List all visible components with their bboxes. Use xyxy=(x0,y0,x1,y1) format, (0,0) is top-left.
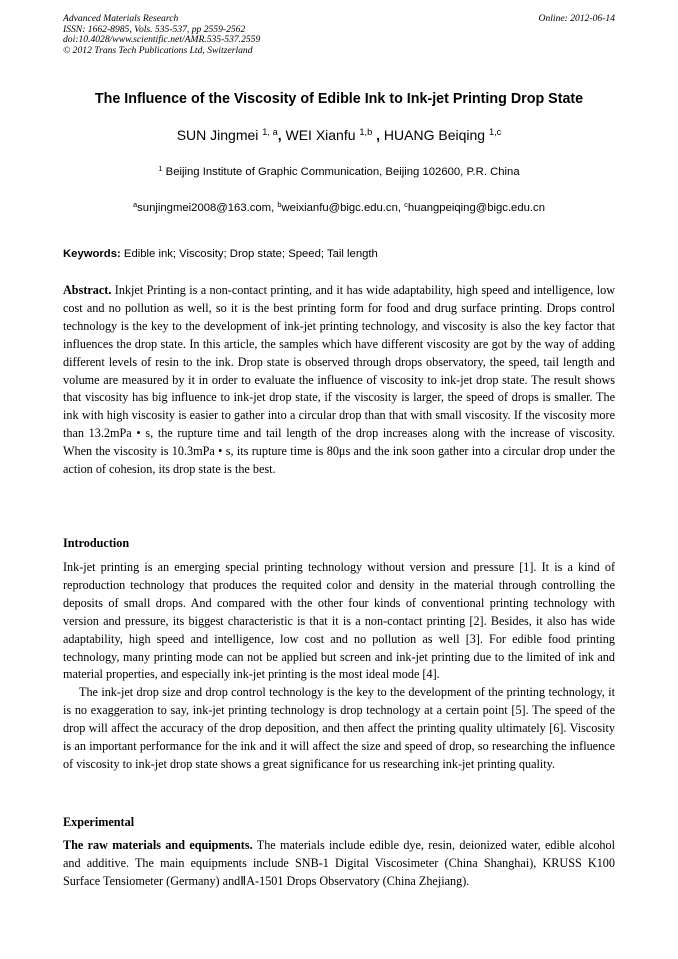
paper-title: The Influence of the Viscosity of Edible Ink to Ink-jet Printing Drop State xyxy=(94,91,584,107)
author-list: SUN Jingmei $^{1, a}$, WEI Xianfu $^{1,b}$ , HUANG Beiqing $^{1,c}$ xyxy=(176,126,502,143)
affiliation xyxy=(30,163,648,178)
paragraph: Ink-jet printing is an emerging special printing technology without version and pressure [1]. It is a kind of reproduction technology that produces the requited color and density in the material through controlling the deposits of small drops. And compared with the other four kinds of conventional printing technology with version and pressure, its biggest characteristic is that it is a non-contact printing [2]. Besides, it also has wide adaptability, high speed and intelligence, low cost and no pollution as well [3]. For edible food printing technology, many printing mode can not be applied but screen and ink-jet printing due to the limited of ink and material properties, and especially ink-jet printing is the most ideal mode [4]. xyxy=(63,560,615,682)
introduction-section xyxy=(63,559,615,774)
author-affiliation-mark: 1,c xyxy=(488,126,502,137)
author-emails: $^a$sunjingmei2008@163.com, $^b$weixianfu@bigc.edu.cn, $^c$huangpeiqing@bigc.edu.cn xyxy=(133,199,545,214)
online-date: Online: 2012-06-14 xyxy=(538,13,615,24)
journal-header xyxy=(63,14,615,56)
email-address: weixianfu@bigc.edu.cn xyxy=(281,202,398,214)
author-affiliation-mark: 1, a xyxy=(262,126,278,137)
keywords-label: Keywords: xyxy=(63,248,121,260)
abstract-label: Abstract. xyxy=(63,283,112,297)
section-heading-introduction: Introduction xyxy=(63,536,130,550)
paragraph: The ink-jet drop size and drop control technology is the key to the development of the printing technology, it is no exaggeration to say, ink-jet printing technology is drop technology at a certain point [5]. The speed of the drop will affect the accuracy of the drop deposition, and then affect the printing quality ultimately [6]. Viscosity is an important performance for the ink and it will affect the size and speed of drop, so researching the influence of viscosity to ink-jet drop state shows a great significance for us researching ink-jet printing quality. xyxy=(63,685,615,771)
keywords-text: Edible ink; Viscosity; Drop state; Speed; Tail length xyxy=(123,248,378,260)
raw-materials-text: The materials include edible dye, resin, deionized water, edible alcohol and additive. The main equipments include SNB-1 Digital Viscosimeter (China Shanghai), KRUSS K100 Surface Tensiometer (Germany) andⅡA-1501 Drops Observatory (China Zhejiang). xyxy=(63,838,615,888)
email-address: huangpeiqing@bigc.edu.cn xyxy=(407,202,545,214)
affiliation-text: Beijing Institute of Graphic Communication, Beijing 102600, P.R. China xyxy=(165,166,520,178)
author-name: SUN Jingmei xyxy=(176,127,259,143)
journal-doi: doi:10.4028/www.scientific.net/AMR.535-537.2559 xyxy=(63,34,261,46)
keywords xyxy=(63,248,615,260)
affiliation-mark: 1 xyxy=(158,163,163,173)
section-heading-experimental: Experimental xyxy=(63,815,135,829)
journal-name: Advanced Materials Research xyxy=(63,13,179,24)
journal-copyright: © 2012 Trans Tech Publications Ltd, Switzerland xyxy=(63,44,253,56)
abstract xyxy=(63,282,615,479)
author-affiliation-mark: 1,b xyxy=(359,126,373,137)
journal-issn: ISSN: 1662-8985, Vols. 535-537, pp 2559-2562 xyxy=(63,23,246,35)
email-mark: a xyxy=(133,199,138,209)
email-mark: c xyxy=(404,199,408,209)
author-name: HUANG Beiqing xyxy=(383,127,486,143)
email-address: sunjingmei2008@163.com xyxy=(137,202,272,214)
author-name: WEI Xianfu xyxy=(285,127,356,143)
raw-materials-paragraph xyxy=(63,837,615,891)
abstract-text: Inkjet Printing is a non-contact printing, and it has wide adaptability, high speed and intelligence, low cost and no pollution as well, so it is the best printing form for food and drug surface printing. Drops control technology is the key to the development of ink-jet printing technology, and viscosity is also the key factor that influences the drop state. In this article, the samples which have different viscosity are got by the way of adding different levels of resin to the ink. Drop state is observed through drops observatory, the speed, tail length and volume are measured by it in order to evaluate the influence of viscosity to ink-jet drop state. The result shows that viscosity has big influence to ink-jet drop state, if the viscosity is larger, the speed of drops is smaller. The ink with high viscosity is easier to gather into a circular drop than that with small viscosity. If the viscosity more than 13.2mPa • s, the rupture time and tail length of the drop increases along with the increase of viscosity. When the viscosity is 10.3mPa • s, its rupture time is 80μs and the ink soon gather into a circular drop under the action of cohesion, its drop state is the best. xyxy=(63,283,615,477)
raw-materials-label: The raw materials and equipments. xyxy=(63,838,253,852)
email-mark: b xyxy=(277,199,282,209)
